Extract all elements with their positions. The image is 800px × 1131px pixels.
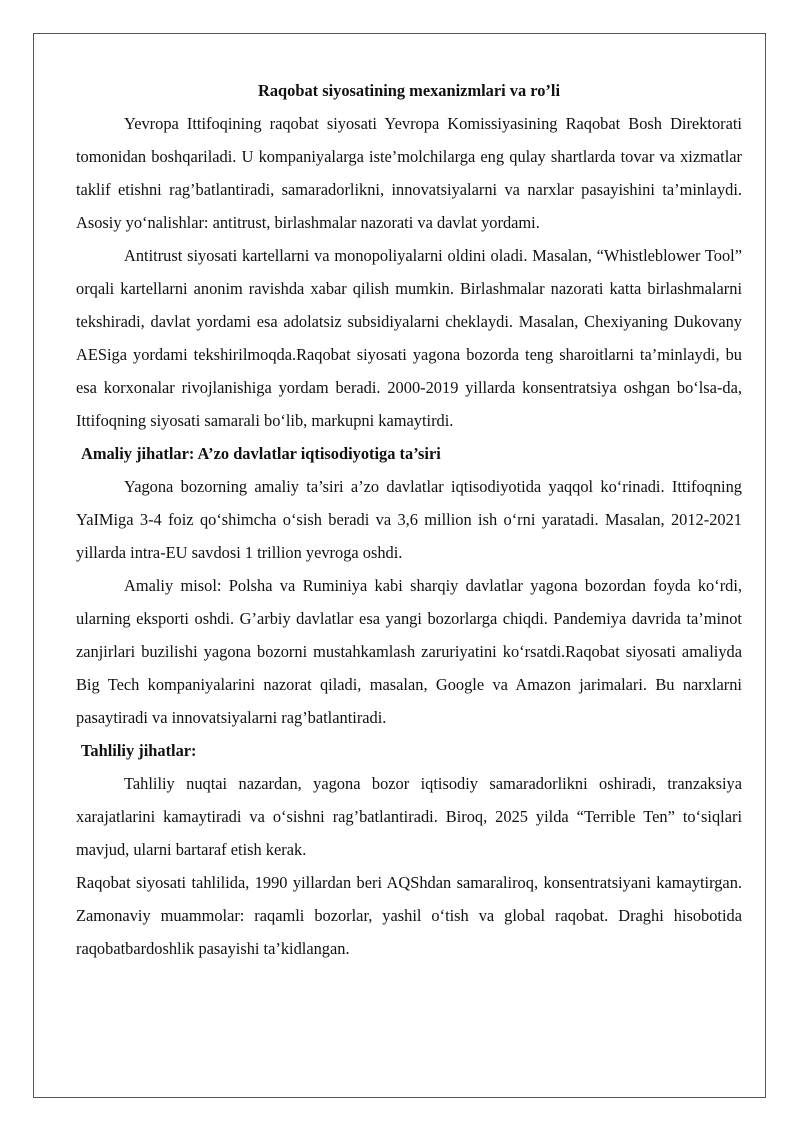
paragraph-antitrust: Antitrust siyosati kartellarni va monopoliyalarni oldini oladi. Masalan, “Whistleblower Tool” orqali kartellarni anonim ravishda xabar qilish mumkin. Birlashmalar nazorati katta birlashmalarni tekshiradi, davlat yordami esa adolatsiz subsidiyalarni cheklaydi. Masalan, Chexiyaning Dukovany AESiga yordami tekshirilmoqda.Raqobat siyosati yagona bozorda teng sharoitlarni ta’minlaydi, bu esa korxonalar rivojlanishiga yordam beradi. 2000-2019 yillarda konsentratsiya oshgan bo‘lsa-da, Ittifoqning siyosati samarali bo‘lib, markupni kamaytirdi. [76,246,742,430]
paragraph-single-market-impact: Yagona bozorning amaliy ta’siri a’zo davlatlar iqtisodiyotida yaqqol ko‘rinadi. Ittifoqning YaIMiga 3-4 foiz qo‘shimcha o‘sish beradi va 3,6 million ish o‘rni yaratadi. Masalan, 2012-2021 yillarda intra-EU savdosi 1 trillion yevroga oshdi. [76,477,742,562]
document-title: Raqobat siyosatining mexanizmlari va ro’li [257,81,561,100]
paragraph-policy-analysis: Raqobat siyosati tahlilida, 1990 yillardan beri AQShdan samaraliroq, konsentratsiyani kamaytirgan. Zamonaviy muammolar: raqamli bozorlar, yashil o‘tish va global raqobat. Draghi hisobotida raqobatbardoshlik pasayishi ta’kidlangan. [76,873,742,958]
section-heading-analytical: Tahliliy jihatlar: [81,741,197,760]
paragraph-practical-example: Amaliy misol: Polsha va Ruminiya kabi sharqiy davlatlar yagona bozordan foyda ko‘rdi, ularning eksporti oshdi. G’arbiy davlatlar esa yangi bozorlarga chiqdi. Pandemiya davrida ta’minot zanjirlari buzilishi yagona bozorni mustahkamlash zaruriyatini ko‘rsatdi.Raqobat siyosati amaliyda Big Tech kompaniyalarini nazorat qiladi, masalan, Google va Amazon jarimalari. Bu narxlarni pasaytiradi va innovatsiyalarni rag’batlantiradi. [76,576,742,727]
document-body [76,74,742,965]
section-heading-practical: Amaliy jihatlar: A’zo davlatlar iqtisodiyotiga ta’siri [81,444,441,463]
paragraph-competition-policy-intro: Yevropa Ittifoqining raqobat siyosati Yevropa Komissiyasining Raqobat Bosh Direktorati tomonidan boshqariladi. U kompaniyalarga iste’molchilarga eng qulay shartlarda tovar va xizmatlar taklif etishni rag’batlantiradi, samaradorlikni, innovatsiyalarni va narxlar pasayishini ta’minlaydi. Asosiy yo‘nalishlar: antitrust, birlashmalar nazorati va davlat yordami. [76,114,742,232]
paragraph-analytical-view: Tahliliy nuqtai nazardan, yagona bozor iqtisodiy samaradorlikni oshiradi, tranzaksiya xarajatlarini kamaytiradi va o‘sishni rag’batlantiradi. Biroq, 2025 yilda “Terrible Ten” to‘siqlari mavjud, ularni bartaraf etish kerak. [76,774,742,859]
